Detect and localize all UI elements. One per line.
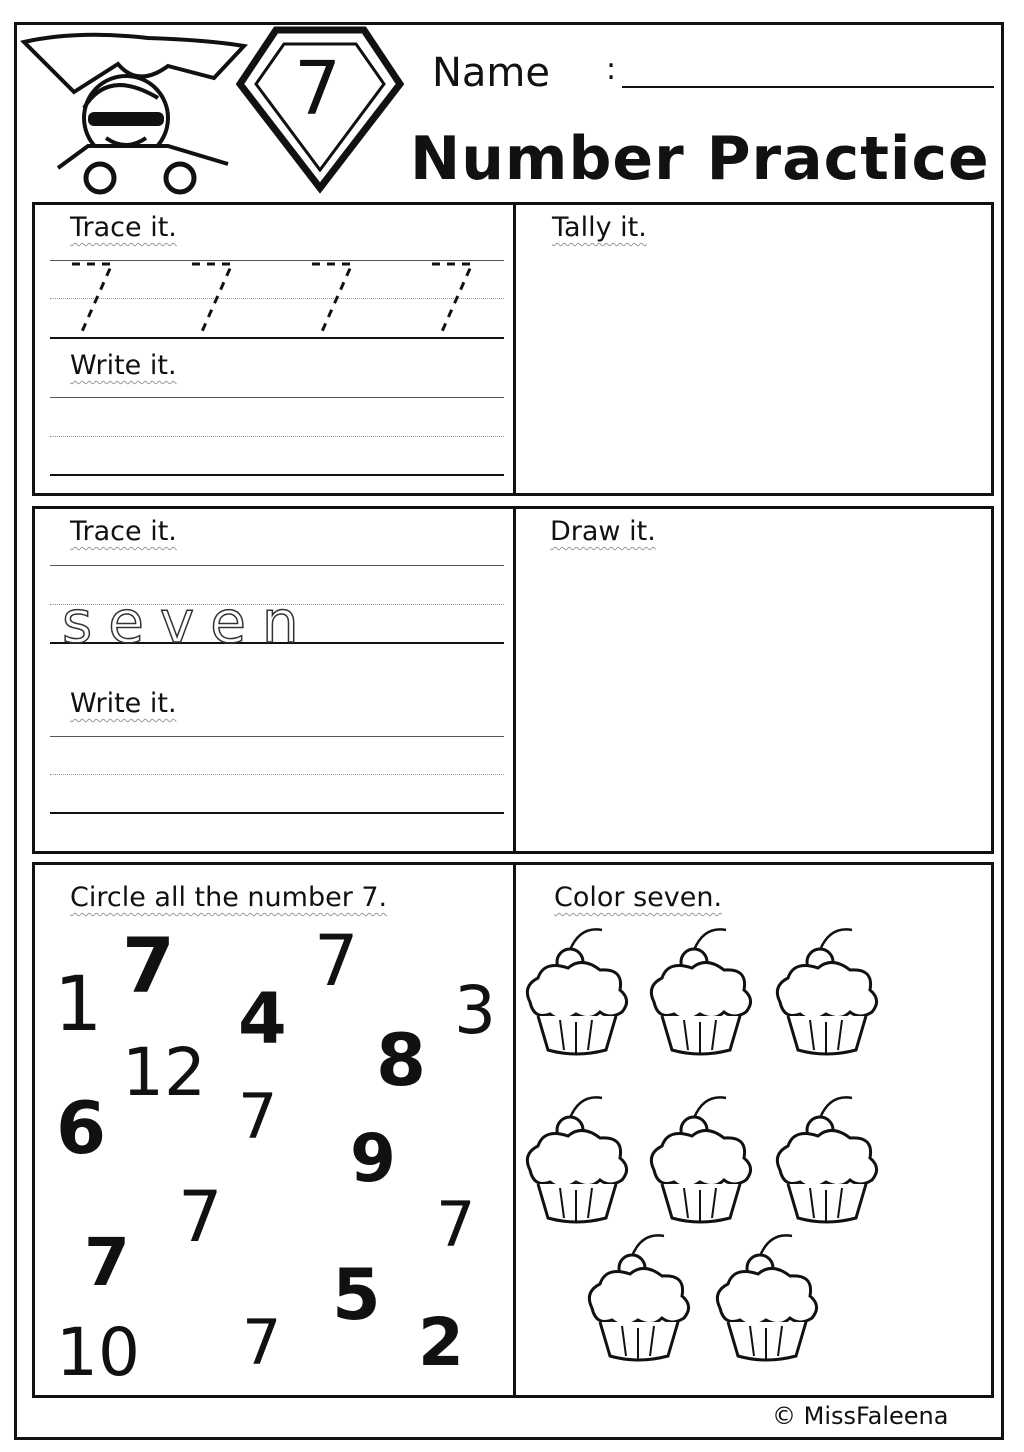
word-write-base[interactable] xyxy=(50,812,504,814)
superhero-kid-illustration xyxy=(18,28,248,200)
page-title: Number Practice xyxy=(410,124,990,194)
number-item[interactable]: 7 xyxy=(238,1080,278,1153)
cupcake-icon[interactable] xyxy=(589,1235,688,1360)
name-colon: : xyxy=(606,52,617,87)
number-item[interactable]: 10 xyxy=(56,1314,140,1391)
credit-text: © MissFaleena xyxy=(772,1402,949,1430)
number-item[interactable]: 7 xyxy=(436,1188,476,1261)
number-item[interactable]: 6 xyxy=(56,1086,107,1170)
number-item[interactable]: 1 xyxy=(54,959,103,1048)
trace-word-label: Trace it. xyxy=(70,516,177,547)
write-label: Write it. xyxy=(70,350,177,381)
cupcake-icon[interactable] xyxy=(651,929,750,1054)
write-line-top[interactable] xyxy=(50,397,504,398)
write-line-base[interactable] xyxy=(50,474,504,476)
circle-label: Circle all the number 7. xyxy=(70,882,388,913)
write-line-mid[interactable] xyxy=(50,436,504,437)
trace-write-number-cell xyxy=(35,205,516,493)
cupcake-icon[interactable] xyxy=(777,1097,876,1222)
number-badge xyxy=(236,24,404,194)
section-trace-number xyxy=(32,202,994,496)
word-guide-top xyxy=(50,565,504,566)
cupcake-icon[interactable] xyxy=(527,1097,626,1222)
color-label: Color seven. xyxy=(554,882,723,913)
tally-label: Tally it. xyxy=(552,212,647,243)
number-item[interactable]: 7 xyxy=(84,1224,130,1301)
number-item[interactable]: 4 xyxy=(238,978,287,1060)
trace-digit-row[interactable] xyxy=(50,256,504,340)
trace-label: Trace it. xyxy=(70,212,177,243)
cupcake-icon[interactable] xyxy=(527,929,626,1054)
name-label: Name xyxy=(432,50,551,96)
cupcake-icon[interactable] xyxy=(717,1235,816,1360)
section-trace-word xyxy=(32,506,994,854)
number-item[interactable]: 3 xyxy=(454,972,496,1049)
trace-write-word-cell xyxy=(35,509,516,851)
number-item[interactable]: 7 xyxy=(242,1306,282,1379)
draw-label: Draw it. xyxy=(550,516,656,547)
badge-number: 7 xyxy=(294,46,342,132)
name-write-line[interactable] xyxy=(622,86,994,88)
word-write-top[interactable] xyxy=(50,736,504,737)
number-item[interactable]: 7 xyxy=(122,921,175,1010)
number-item[interactable]: 7 xyxy=(178,1176,223,1258)
cupcake-icon[interactable] xyxy=(651,1097,750,1222)
number-item[interactable]: 12 xyxy=(122,1034,206,1111)
cupcake-icon[interactable] xyxy=(777,929,876,1054)
trace-word-seven[interactable]: seven xyxy=(62,588,315,656)
number-item[interactable]: 9 xyxy=(350,1120,396,1197)
number-item[interactable]: 8 xyxy=(376,1018,427,1102)
number-item[interactable]: 7 xyxy=(314,920,359,1002)
cupcake-grid xyxy=(514,920,990,1390)
word-write-mid[interactable] xyxy=(50,774,504,775)
number-item[interactable]: 5 xyxy=(332,1254,381,1336)
write-word-label: Write it. xyxy=(70,688,177,719)
number-item[interactable]: 2 xyxy=(418,1304,464,1381)
